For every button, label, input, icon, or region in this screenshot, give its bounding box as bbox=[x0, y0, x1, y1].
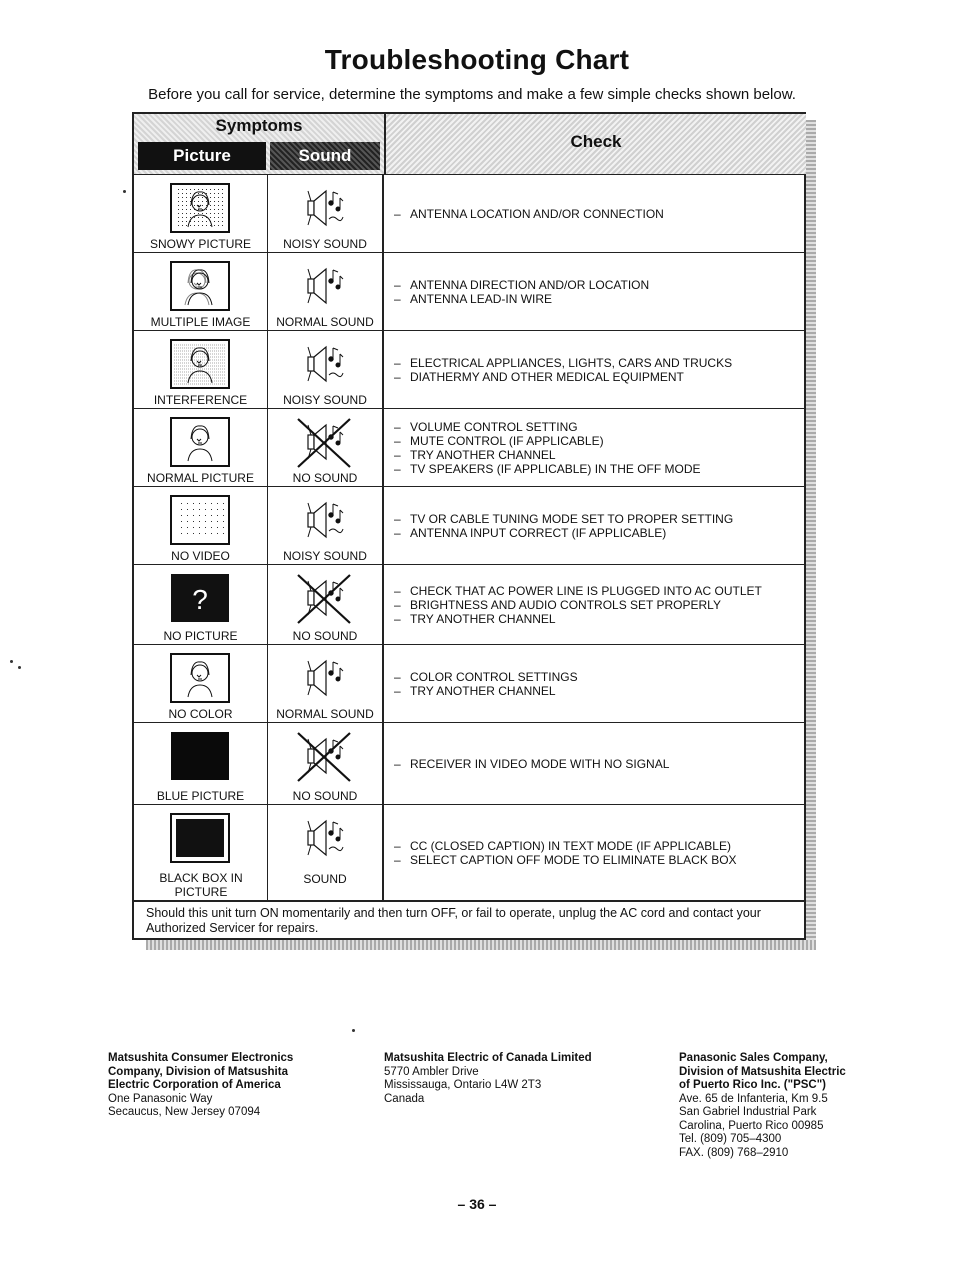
blue-screen-tv-icon bbox=[170, 731, 230, 781]
check-list bbox=[394, 420, 701, 476]
page-number: – 36 – bbox=[457, 1196, 497, 1212]
picture-symptom-label: NO PICTURE bbox=[163, 629, 238, 643]
noisy-speaker-icon bbox=[294, 495, 354, 545]
sound-symptom-label: SOUND bbox=[303, 872, 347, 886]
check-cell bbox=[384, 253, 804, 330]
address-line: One Panasonic Way bbox=[108, 1092, 213, 1105]
check-cell bbox=[384, 723, 804, 804]
address-line: Tel. (809) 705–4300 bbox=[679, 1133, 782, 1145]
sound-header: Sound bbox=[270, 142, 380, 170]
scan-speck bbox=[123, 190, 126, 193]
check-cell bbox=[384, 565, 804, 644]
muted-speaker-icon bbox=[294, 573, 354, 623]
company-name-line: Electric Corporation of America bbox=[108, 1079, 281, 1091]
sound-symptom-label: NORMAL SOUND bbox=[276, 315, 374, 329]
noisy-speaker-icon bbox=[294, 339, 354, 389]
address-line: Carolina, Puerto Rico 00985 bbox=[679, 1119, 824, 1132]
picture-symptom-label: NO VIDEO bbox=[171, 549, 230, 563]
check-item: – CC (CLOSED CAPTION) IN TEXT MODE (IF APPLICABLE) bbox=[394, 839, 737, 853]
company-name-line: Panasonic Sales Company, bbox=[679, 1052, 828, 1064]
sound-symptom-label: NOISY SOUND bbox=[283, 237, 367, 251]
table-row bbox=[134, 722, 804, 804]
scan-speck bbox=[18, 666, 21, 669]
noisy-speaker-icon bbox=[294, 183, 354, 233]
picture-symptom-label: BLUE PICTURE bbox=[156, 789, 245, 803]
table-row bbox=[134, 408, 804, 486]
check-item: – BRIGHTNESS AND AUDIO CONTROLS SET PROPERLY bbox=[394, 598, 762, 612]
speaker-icon bbox=[294, 261, 354, 311]
speaker-icon bbox=[294, 653, 354, 703]
check-list bbox=[394, 278, 649, 306]
picture-cell bbox=[134, 723, 268, 804]
multiple-image-tv-icon bbox=[170, 261, 230, 311]
picture-cell bbox=[134, 565, 268, 644]
company-address bbox=[679, 1052, 846, 1160]
normal-tv-icon bbox=[170, 417, 230, 467]
company-name-line: of Puerto Rico Inc. ("PSC") bbox=[679, 1079, 826, 1091]
muted-speaker-icon bbox=[294, 417, 354, 467]
page-title: Troubleshooting Chart bbox=[324, 44, 630, 75]
chart-shadow-right bbox=[806, 120, 816, 950]
address-line: Canada bbox=[384, 1092, 425, 1105]
sound-symptom-label: NOISY SOUND bbox=[283, 393, 367, 407]
service-footnote: Should this unit turn ON momentarily and then turn OFF, or fail to operate, unplug the AC cord and contact your Authorized Servicer for repairs. bbox=[134, 900, 804, 938]
chart-shadow-bottom bbox=[146, 940, 816, 950]
sound-symptom-label: NO SOUND bbox=[292, 629, 358, 643]
sound-cell bbox=[268, 723, 384, 804]
check-item: – ANTENNA LOCATION AND/OR CONNECTION bbox=[394, 207, 664, 221]
sound-cell bbox=[268, 253, 384, 330]
check-item: – ANTENNA INPUT CORRECT (IF APPLICABLE) bbox=[394, 526, 733, 540]
scan-speck bbox=[10, 660, 13, 663]
check-item: – ANTENNA DIRECTION AND/OR LOCATION bbox=[394, 278, 649, 292]
sound-cell bbox=[268, 487, 384, 564]
check-list bbox=[394, 670, 578, 698]
picture-symptom-label: SNOWY PICTURE bbox=[149, 237, 252, 251]
check-item: – TV OR CABLE TUNING MODE SET TO PROPER SETTING bbox=[394, 512, 733, 526]
check-item: – MUTE CONTROL (IF APPLICABLE) bbox=[394, 434, 701, 448]
check-list bbox=[394, 512, 733, 540]
check-cell bbox=[384, 409, 804, 486]
check-item: – CHECK THAT AC POWER LINE IS PLUGGED INTO AC OUTLET bbox=[394, 584, 762, 598]
picture-header: Picture bbox=[138, 142, 266, 170]
muted-speaker-icon bbox=[294, 731, 354, 781]
check-item: – ANTENNA LEAD-IN WIRE bbox=[394, 292, 649, 306]
check-item: – TRY ANOTHER CHANNEL bbox=[394, 612, 762, 626]
table-row bbox=[134, 804, 804, 900]
check-item: – COLOR CONTROL SETTINGS bbox=[394, 670, 578, 684]
snowy-tv-icon bbox=[170, 183, 230, 233]
check-list bbox=[394, 757, 669, 771]
picture-cell bbox=[134, 409, 268, 486]
company-name-line: Division of Matsushita Electric bbox=[679, 1065, 846, 1078]
table-row bbox=[134, 330, 804, 408]
table-row bbox=[134, 486, 804, 564]
sound-cell bbox=[268, 331, 384, 408]
check-cell bbox=[384, 805, 804, 900]
address-line: San Gabriel Industrial Park bbox=[679, 1106, 817, 1118]
company-name-line: Matsushita Consumer Electronics bbox=[108, 1052, 294, 1064]
check-item: – TRY ANOTHER CHANNEL bbox=[394, 684, 578, 698]
symptoms-header-label: Symptoms bbox=[215, 116, 303, 135]
picture-cell bbox=[134, 175, 268, 252]
picture-symptom-label: INTERFERENCE bbox=[153, 393, 248, 407]
company-name-line: Matsushita Electric of Canada Limited bbox=[384, 1052, 592, 1064]
check-cell bbox=[384, 175, 804, 252]
check-item: – SELECT CAPTION OFF MODE TO ELIMINATE BLACK BOX bbox=[394, 853, 737, 867]
check-list bbox=[394, 839, 737, 867]
sound-symptom-label: NO SOUND bbox=[292, 471, 358, 485]
picture-symptom-label: MULTIPLE IMAGE bbox=[150, 315, 251, 329]
check-item: – TRY ANOTHER CHANNEL bbox=[394, 448, 701, 462]
check-cell bbox=[384, 645, 804, 722]
scan-speck bbox=[352, 1029, 355, 1032]
sound-symptom-label: NO SOUND bbox=[292, 789, 358, 803]
sound-cell bbox=[268, 175, 384, 252]
symptoms-header bbox=[134, 114, 386, 174]
question-glyph: ? bbox=[192, 584, 208, 615]
picture-cell bbox=[134, 331, 268, 408]
check-cell bbox=[384, 331, 804, 408]
intro-text: Before you call for service, determine the symptoms and make a few simple checks shown below. bbox=[148, 86, 796, 103]
check-header-label: Check bbox=[570, 132, 622, 151]
company-name-line: Company, Division of Matsushita bbox=[108, 1065, 288, 1078]
company-address bbox=[108, 1052, 293, 1120]
check-cell bbox=[384, 487, 804, 564]
sound-symptom-label: NOISY SOUND bbox=[283, 549, 367, 563]
no-video-tv-icon bbox=[170, 495, 230, 545]
check-list bbox=[394, 356, 732, 384]
company-address bbox=[384, 1052, 592, 1106]
sound-cell bbox=[268, 805, 384, 900]
black-box-tv-icon bbox=[170, 813, 230, 863]
normal-tv-icon bbox=[170, 653, 230, 703]
address-line: Ave. 65 de Infanteria, Km 9.5 bbox=[679, 1092, 828, 1105]
picture-symptom-label: NO COLOR bbox=[168, 707, 233, 721]
check-list bbox=[394, 584, 762, 626]
picture-symptom-label: NORMAL PICTURE bbox=[147, 471, 254, 485]
check-list bbox=[394, 207, 664, 221]
picture-cell bbox=[134, 487, 268, 564]
sound-symptom-label: NORMAL SOUND bbox=[276, 707, 374, 721]
interference-tv-icon bbox=[170, 339, 230, 389]
picture-cell bbox=[134, 253, 268, 330]
question-tv-icon bbox=[170, 573, 230, 623]
check-item: – TV SPEAKERS (IF APPLICABLE) IN THE OFF MODE bbox=[394, 462, 701, 476]
address-line: 5770 Ambler Drive bbox=[384, 1065, 479, 1078]
picture-cell bbox=[134, 645, 268, 722]
check-item: – RECEIVER IN VIDEO MODE WITH NO SIGNAL bbox=[394, 757, 669, 771]
address-line: Mississauga, Ontario L4W 2T3 bbox=[384, 1079, 542, 1091]
table-row bbox=[134, 174, 804, 252]
picture-cell bbox=[134, 805, 268, 900]
table-row bbox=[134, 252, 804, 330]
troubleshooting-table bbox=[132, 112, 806, 940]
check-item: – ELECTRICAL APPLIANCES, LIGHTS, CARS AND TRUCKS bbox=[394, 356, 732, 370]
sound-cell bbox=[268, 409, 384, 486]
noisy-speaker-icon bbox=[294, 813, 354, 863]
table-row bbox=[134, 644, 804, 722]
table-row bbox=[134, 564, 804, 644]
sound-cell bbox=[268, 565, 384, 644]
sound-cell bbox=[268, 645, 384, 722]
check-item: – DIATHERMY AND OTHER MEDICAL EQUIPMENT bbox=[394, 370, 732, 384]
check-header bbox=[386, 114, 806, 174]
address-line: FAX. (809) 768–2910 bbox=[679, 1146, 789, 1159]
check-item: – VOLUME CONTROL SETTING bbox=[394, 420, 701, 434]
picture-symptom-label: BLACK BOX IN PICTURE bbox=[159, 871, 243, 899]
address-line: Secaucus, New Jersey 07094 bbox=[108, 1106, 261, 1118]
